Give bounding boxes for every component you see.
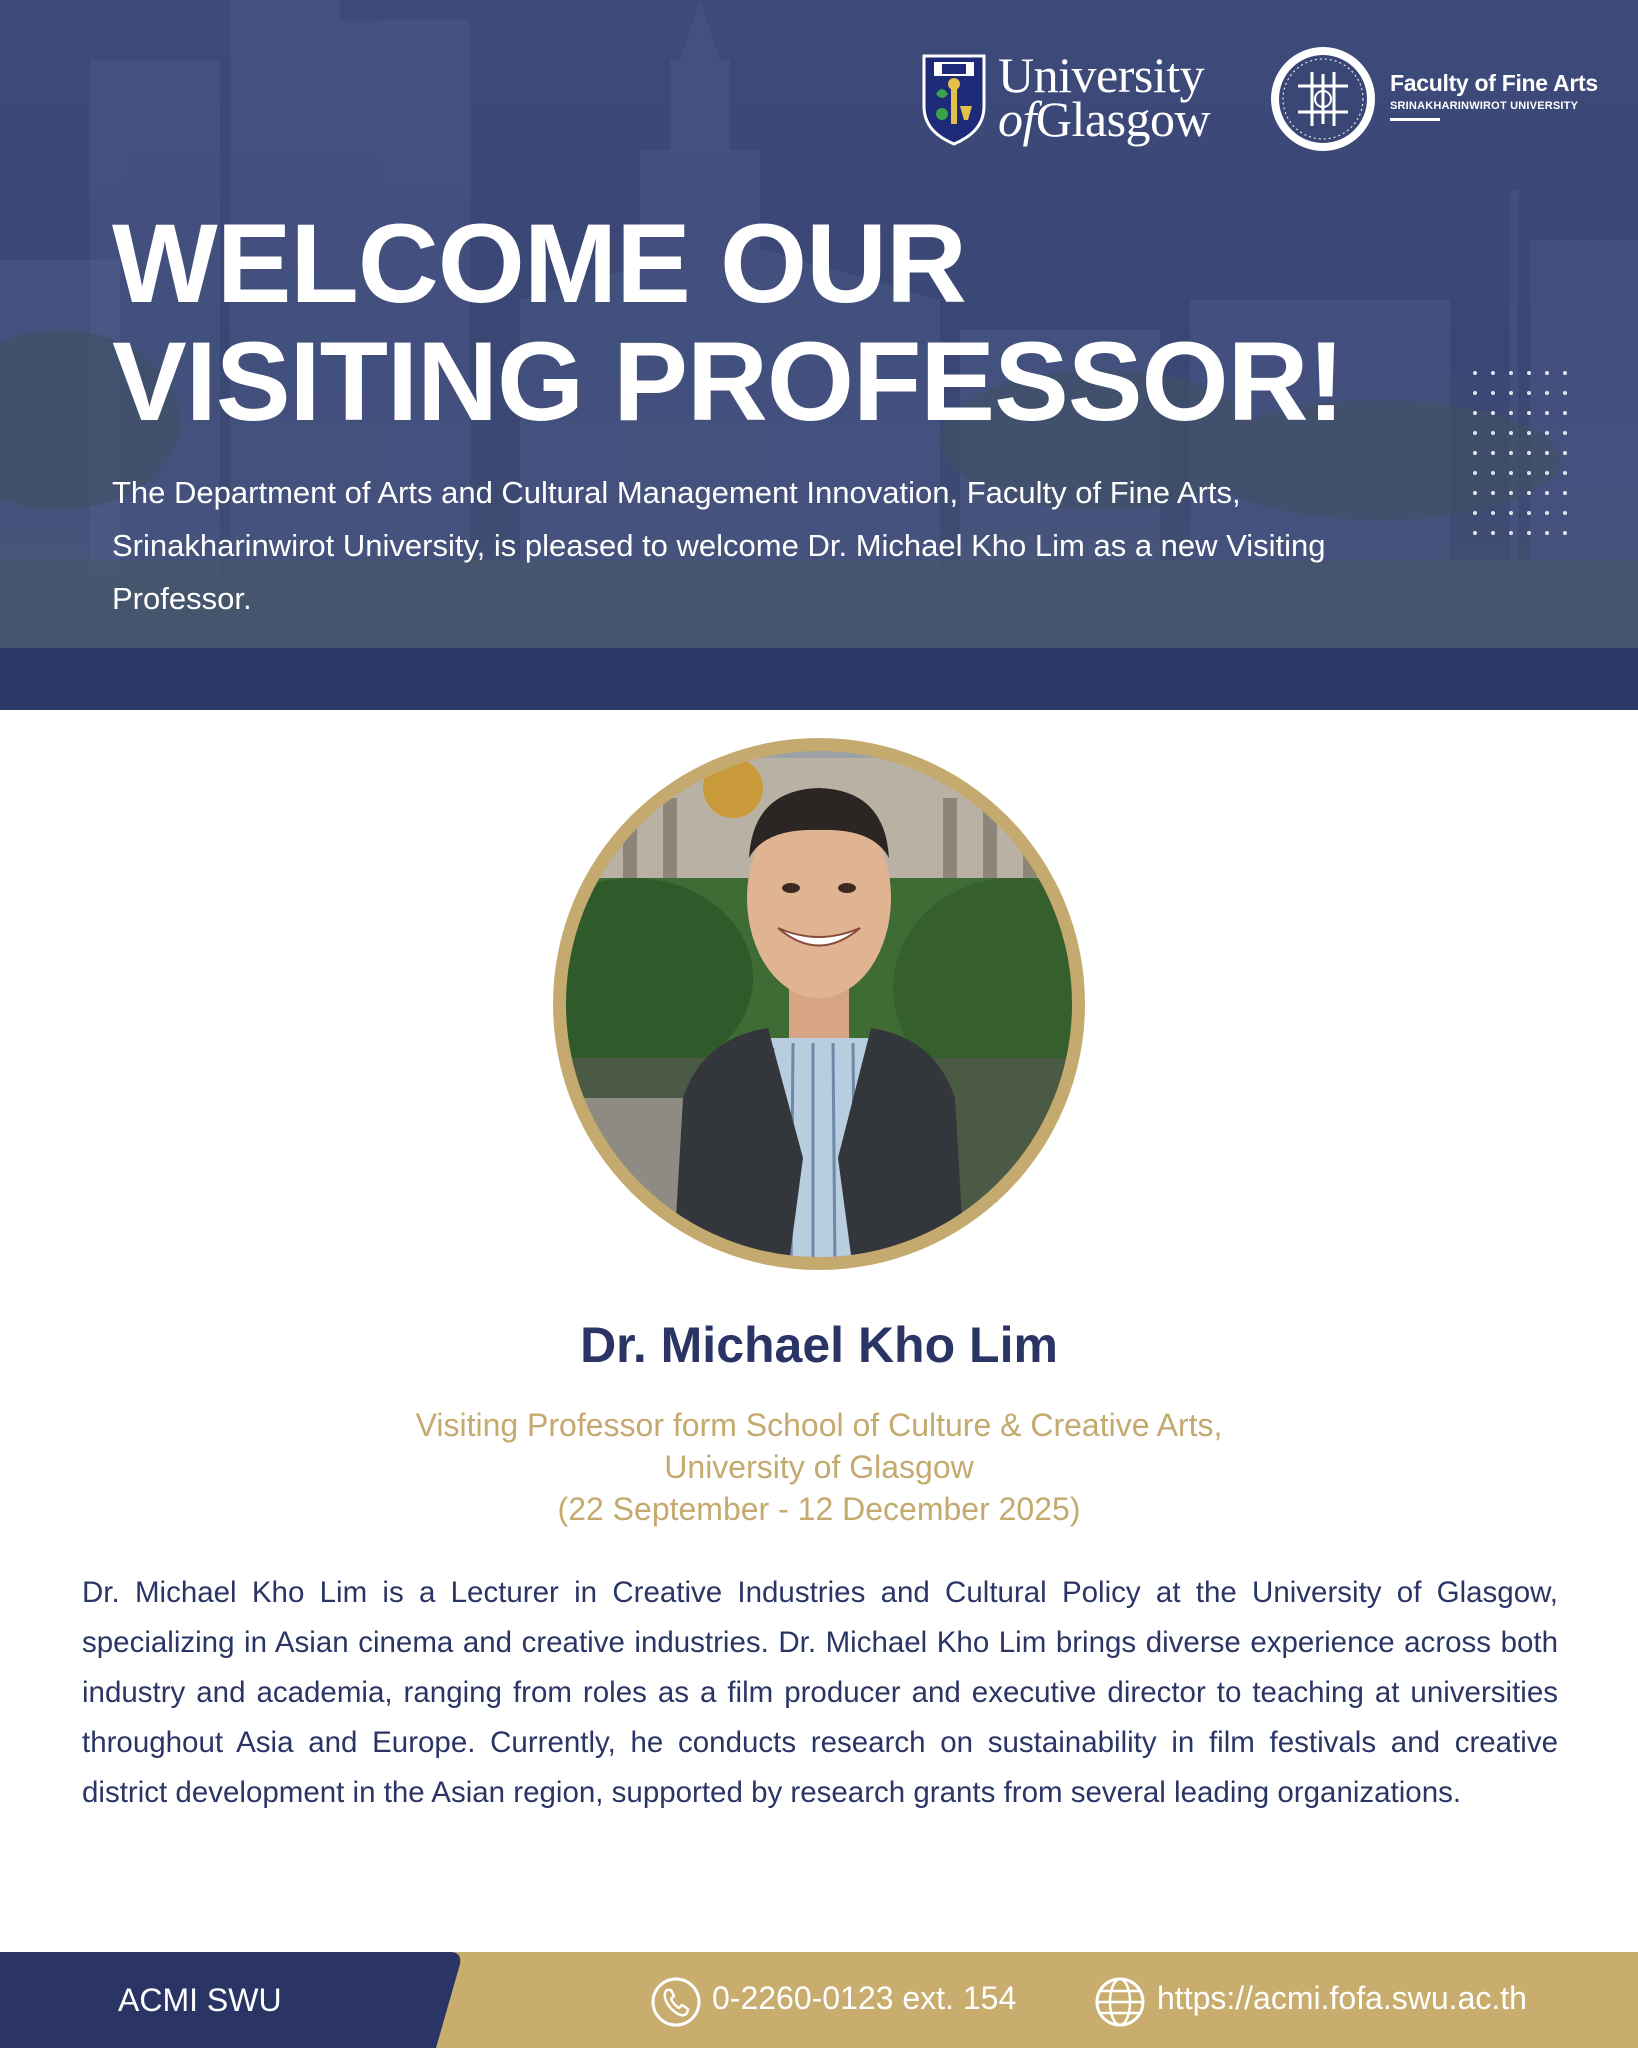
ffa-title: Faculty of Fine Arts (1390, 70, 1598, 96)
phone-icon (650, 1976, 702, 2028)
uog-of: of (998, 91, 1036, 147)
uog-glasgow: Glasgow (1035, 91, 1211, 147)
footer-brand-label: ACMI SWU (118, 1982, 282, 2018)
university-of-glasgow-logo (922, 47, 1242, 150)
uog-wordmark-line1: University (998, 47, 1205, 103)
header-bottom-band (0, 648, 1638, 710)
dot-grid-decoration (1470, 368, 1580, 548)
fine-arts-seal-icon (1268, 44, 1378, 154)
globe-icon (1094, 1976, 1146, 2028)
page-headline (112, 201, 1412, 444)
ffa-subtitle: SRINAKHARINWIROT UNIVERSITY (1390, 100, 1579, 112)
professor-name: Dr. Michael Kho Lim (580, 1317, 1058, 1373)
role-line-1: Visiting Professor form School of Culture & Creative Arts, (415, 1407, 1223, 1443)
professor-bio: Dr. Michael Kho Lim is a Lecturer in Creative Industries and Cultural Policy at the University of Glasgow, specializing in Asian cinema and creative industries. Dr. Michael Kho Lim brings diverse experience across both industry and academia, ranging from roles as a film producer and executive director to teaching at universities throughout Asia and Europe. Currently, he conducts research on sustainability in film festivals and creative district development in the Asian region, supported by research grants from several leading organizations. (82, 1576, 1558, 1809)
faculty-of-fine-arts-logo (1268, 44, 1608, 154)
role-line-3: (22 September - 12 December 2025) (557, 1491, 1081, 1527)
footer-website-link[interactable]: https://acmi.fofa.swu.ac.th (1157, 1980, 1527, 2016)
headline-line-2: VISITING PROFESSOR! (112, 319, 1344, 444)
ffa-underline (1390, 118, 1440, 121)
professor-portrait-photo (553, 738, 1085, 1270)
intro-paragraph: The Department of Arts and Cultural Management Innovation, Faculty of Fine Arts, Srinakharinwirot University, is pleased to welcome Dr. Michael Kho Lim as a new Visiting Professor. (112, 475, 1326, 616)
professor-role (0, 1404, 1638, 1530)
headline-line-1: WELCOME OUR (112, 201, 966, 326)
role-line-2: University of Glasgow (664, 1449, 974, 1485)
uog-wordmark-line2 (998, 91, 1211, 147)
footer-phone: 0-2260-0123 ext. 154 (712, 1980, 1017, 2016)
glasgow-crest-icon (922, 54, 986, 146)
